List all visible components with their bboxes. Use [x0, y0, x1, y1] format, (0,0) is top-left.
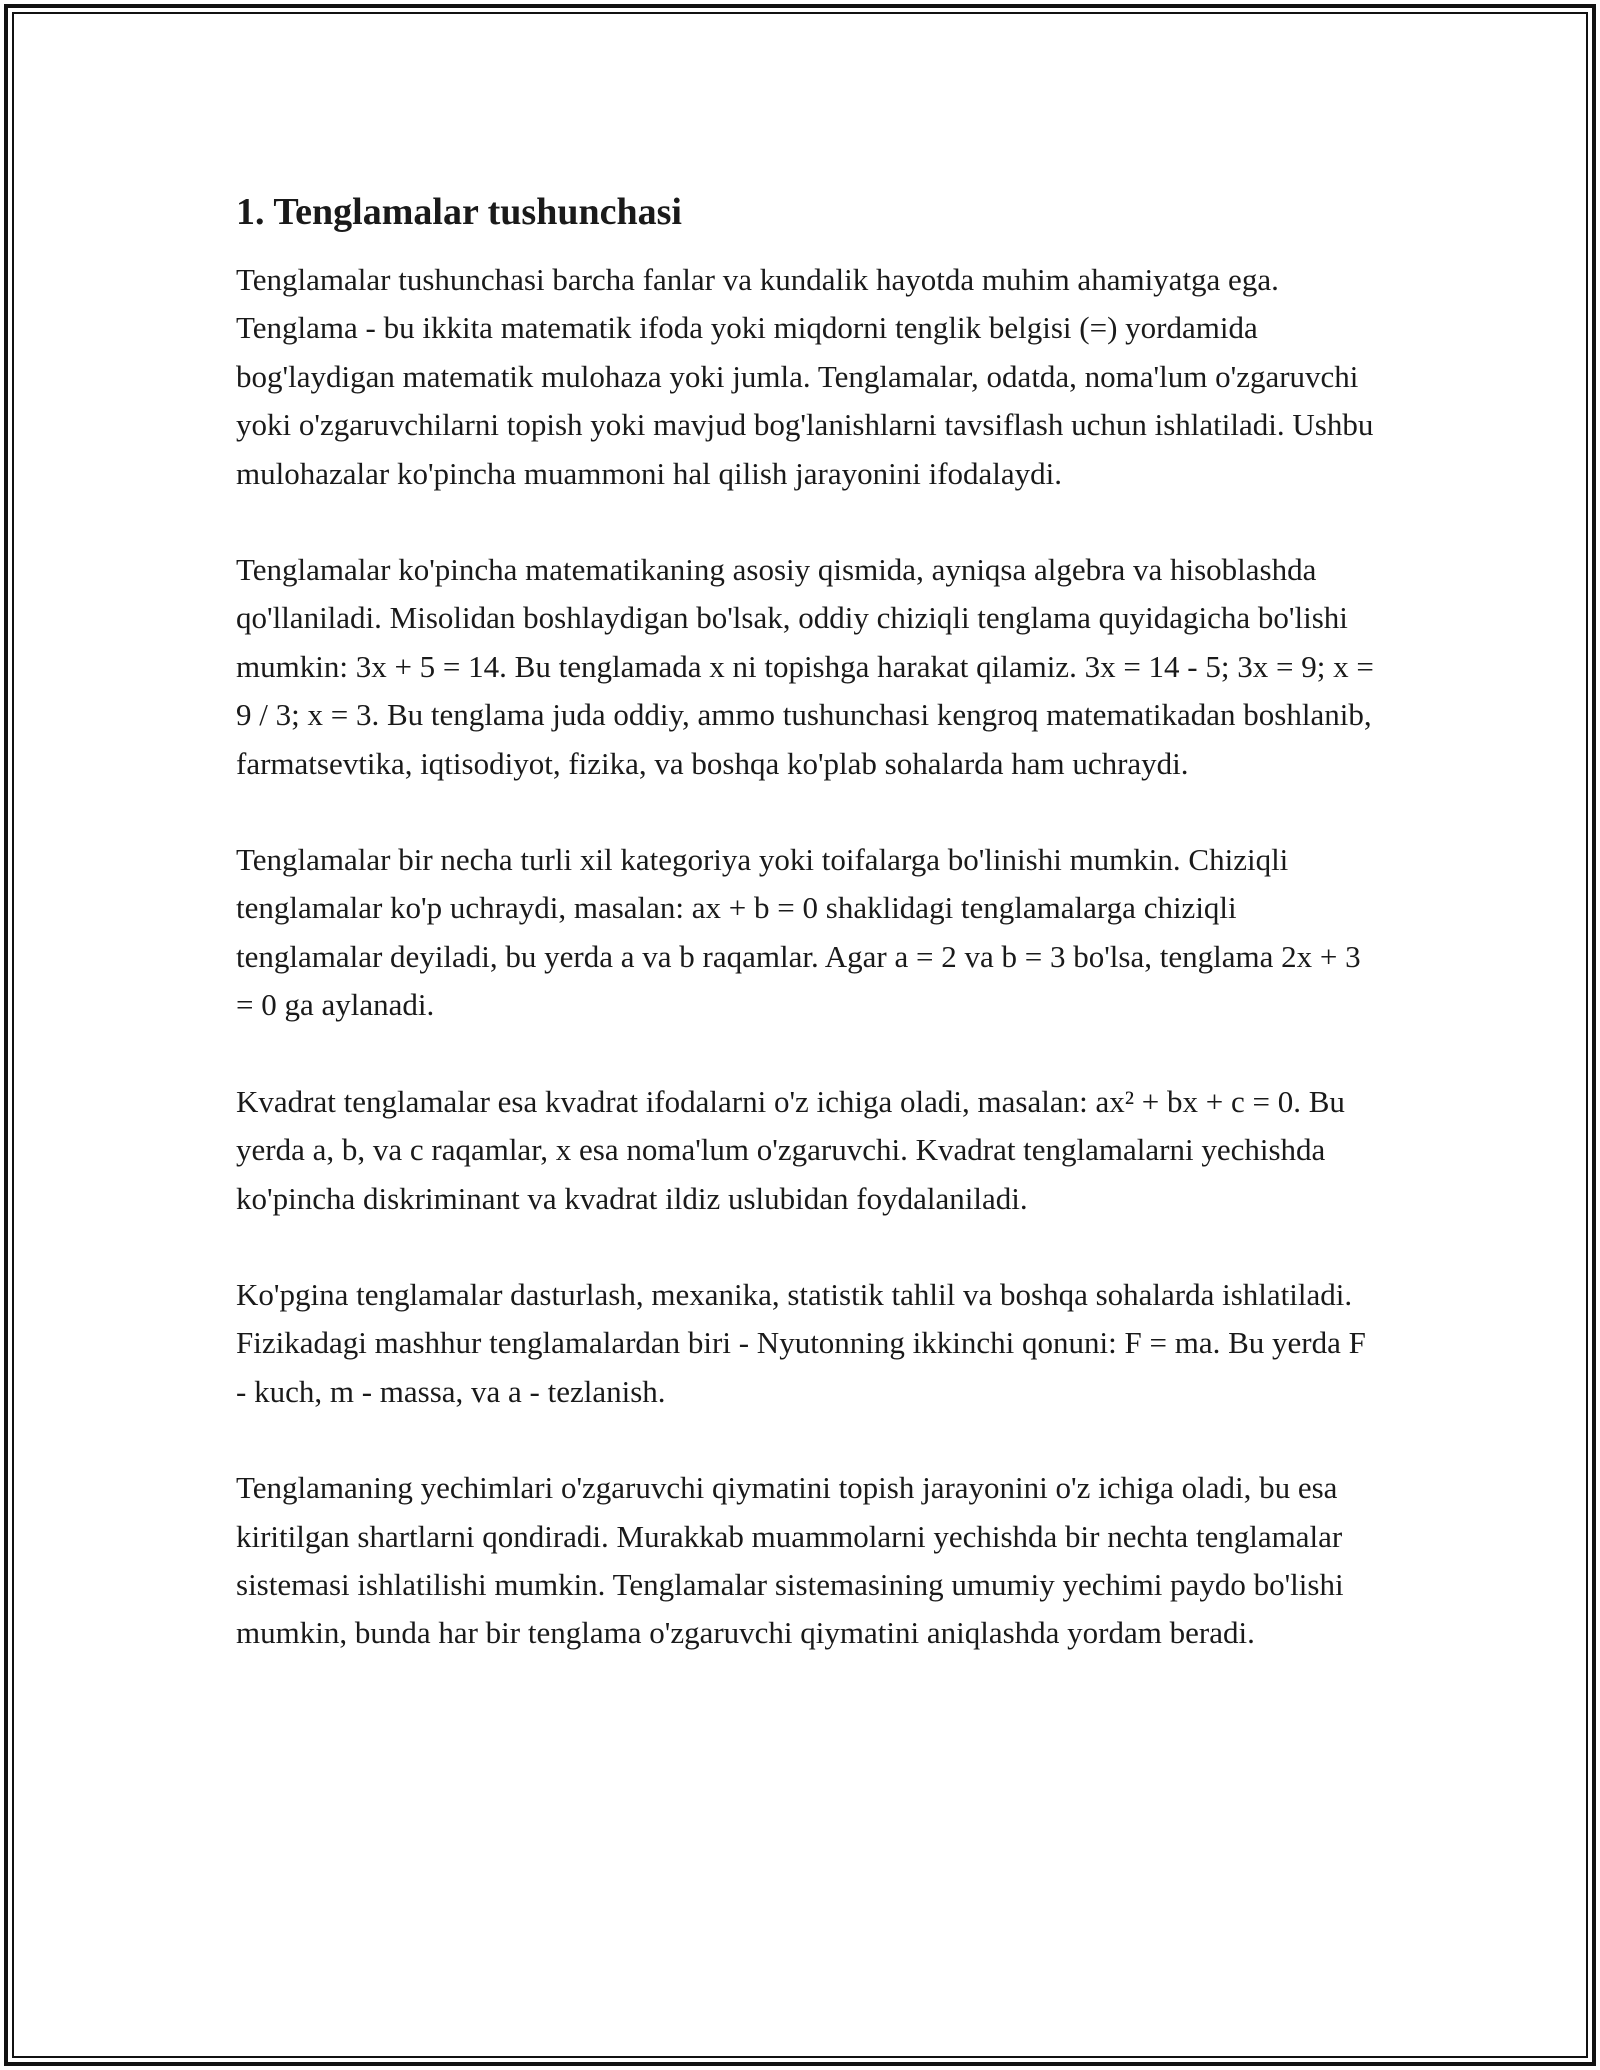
- document-body: [236, 188, 1376, 1706]
- paragraph-quadratic: Kvadrat tenglamalar esa kvadrat ifodalarni o'z ichiga oladi, masalan: ax² + bx + c = 0. Bu yerda a, b, va c raqamlar, x esa noma'lum o'zgaruvchi. Kvadrat tenglamalarni yechishda ko'pincha diskriminant va kvadrat ildiz uslubidan foydalaniladi.: [236, 1083, 1345, 1216]
- paragraph-categories: Tenglamalar bir necha turli xil kategoriya yoki toifalarga bo'linishi mumkin. Chiziqli tenglamalar ko'p uchraydi, masalan: ax + b = 0 shaklidagi tenglamalarga chiziqli tenglamalar deyiladi, bu yerda a va b raqamlar. Agar a = 2 va b = 3 bo'lsa, tenglama 2x + 3 = 0 ga aylanadi.: [236, 842, 1361, 1023]
- paragraph-definition: Tenglamalar tushunchasi barcha fanlar va kundalik hayotda muhim ahamiyatga ega. Tenglama - bu ikkita matematik ifoda yoki miqdorni tenglik belgisi (=) yordamida bog'laydigan matematik mulohaza yoki jumla. Tenglamalar, odatda, noma'lum o'zgaruvchi yoki o'zgaruvchilarni topish yoki mavjud bog'lanishlarni tavsiflash uchun ishlatiladi. Ushbu mulohazalar ko'pincha muammoni hal qilish jarayonini ifodalaydi.: [236, 262, 1374, 491]
- paragraph-solutions: Tenglamaning yechimlari o'zgaruvchi qiymatini topish jarayonini o'z ichiga oladi, bu esa kiritilgan shartlarni qondiradi. Murakkab muammolarni yechishda bir nechta tenglamalar sistemasi ishlatilishi mumkin. Tenglamalar sistemasining umumiy yechimi paydo bo'lishi mumkin, bunda har bir tenglama o'zgaruvchi qiymatini aniqlashda yordam beradi.: [236, 1470, 1344, 1651]
- paragraph-applications: Ko'pgina tenglamalar dasturlash, mexanika, statistik tahlil va boshqa sohalarda ishlatiladi. Fizikadagi mashhur tenglamalardan biri - Nyutonning ikkinchi qonuni: F = ma. Bu yerda F - kuch, m - massa, va a - tezlanish.: [236, 1276, 1366, 1409]
- section-heading: 1. Tenglamalar tushunchasi: [236, 191, 682, 233]
- paragraph-linear-example: Tenglamalar ko'pincha matematikaning asosiy qismida, ayniqsa algebra va hisoblashda qo'llaniladi. Misolidan boshlaydigan bo'lsak, oddiy chiziqli tenglama quyidagicha bo'lishi mumkin: 3x + 5 = 14. Bu tenglamada x ni topishga harakat qilamiz. 3x = 14 - 5; 3x = 9; x = 9 / 3; x = 3. Bu tenglama juda oddiy, ammo tushunchasi kengroq matematikadan boshlanib, farmatsevtika, iqtisodiyot, fizika, va boshqa ko'plab sohalarda ham uchraydi.: [236, 552, 1374, 781]
